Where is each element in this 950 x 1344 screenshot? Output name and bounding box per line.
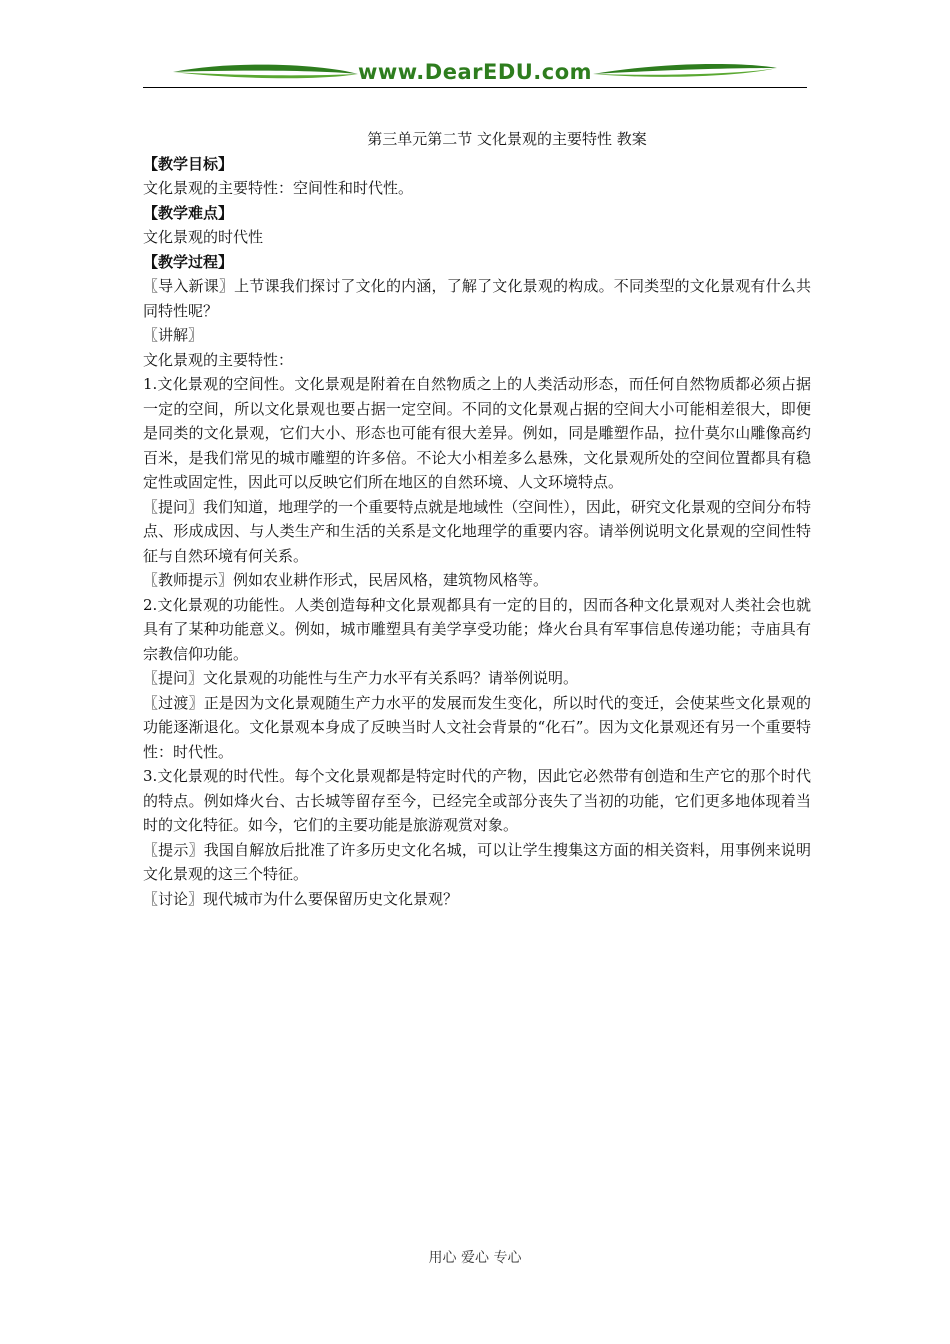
difficulty-text: 文化景观的时代性 xyxy=(143,228,264,246)
page-footer: 用心 爱心 专心 xyxy=(428,1250,522,1266)
heading-teaching-goals: 【教学目标】 xyxy=(143,154,234,173)
paragraph-lecture-marker: 〖讲解〗 xyxy=(143,326,204,344)
paragraph-discussion: 〖讨论〗现代城市为什么要保留历史文化景观？ xyxy=(143,889,459,908)
site-url-text: www.DearEDU.com xyxy=(357,60,593,84)
paragraph-intro: 〖导入新课〗上节课我们探讨了文化的内涵，了解了文化景观的构成。不同类型的文化景观有什么共同特性呢？ xyxy=(143,277,811,320)
paragraph-question-2: 〖提问〗文化景观的功能性与生产力水平有关系吗？请举例说明。 xyxy=(143,669,579,687)
header-divider xyxy=(143,87,807,88)
heading-teaching-difficulty: 【教学难点】 xyxy=(143,203,234,222)
paragraph-main-features: 文化景观的主要特性： xyxy=(143,350,294,369)
paragraph-transition: 〖过渡〗正是因为文化景观随生产力水平的发展而发生变化，所以时代的变迁，会使某些文化景观的功能逐渐退化。文化景观本身成了反映当时人文社会背景的“化石”。因为文化景观还有另一个重要特性：时代性。 xyxy=(143,693,811,761)
heading-teaching-process: 【教学过程】 xyxy=(143,252,234,271)
document-body xyxy=(143,127,811,911)
goals-text: 文化景观的主要特性：空间性和时代性。 xyxy=(143,179,414,197)
paragraph-temporality: 3.文化景观的时代性。每个文化景观都是特定时代的产物，因此它必然带有创造和生产它的那个时代的特点。例如烽火台、古长城等留存至今，已经完全或部分丧失了当初的功能，它们更多地体现着当时的文化特征。如今，它们的主要功能是旅游观赏对象。 xyxy=(143,767,811,834)
paragraph-hint: 〖提示〗我国自解放后批准了许多历史文化名城，可以让学生搜集这方面的相关资料，用事例来说明文化景观的这三个特征。 xyxy=(143,840,811,883)
paragraph-spatiality: 1.文化景观的空间性。文化景观是附着在自然物质之上的人类活动形态，而任何自然物质都必须占据一定的空间，所以文化景观也要占据一定空间。不同的文化景观占据的空间大小可能相差很大，即便是同类的文化景观，它们大小、形态也可能有很大差异。例如，同是雕塑作品，拉什莫尔山雕像高约百米，是我们常见的城市雕塑的许多倍。不论大小相差多么悬殊，文化景观所处的空间位置都具有稳定性或固定性，因此可以反映它们所在地区的自然环境、人文环境特点。 xyxy=(143,375,811,491)
document-title: 第三单元第二节 文化景观的主要特性 教案 xyxy=(367,130,647,148)
paragraph-question-1: 〖提问〗我们知道，地理学的一个重要特点就是地域性（空间性），因此，研究文化景观的空间分布特点、形成成因、与人类生产和生活的关系是文化地理学的重要内容。请举例说明文化景观的空间性特征与自然环境有何关系。 xyxy=(143,497,811,565)
site-header xyxy=(143,58,807,92)
paragraph-functionality: 2.文化景观的功能性。人类创造每种文化景观都具有一定的目的，因而各种文化景观对人类社会也就具有了某种功能意义。例如，城市雕塑具有美学享受功能；烽火台具有军事信息传递功能；寺庙具有宗教信仰功能。 xyxy=(143,595,811,663)
paragraph-teacher-hint: 〖教师提示〗例如农业耕作形式，民居风格，建筑物风格等。 xyxy=(143,571,549,589)
